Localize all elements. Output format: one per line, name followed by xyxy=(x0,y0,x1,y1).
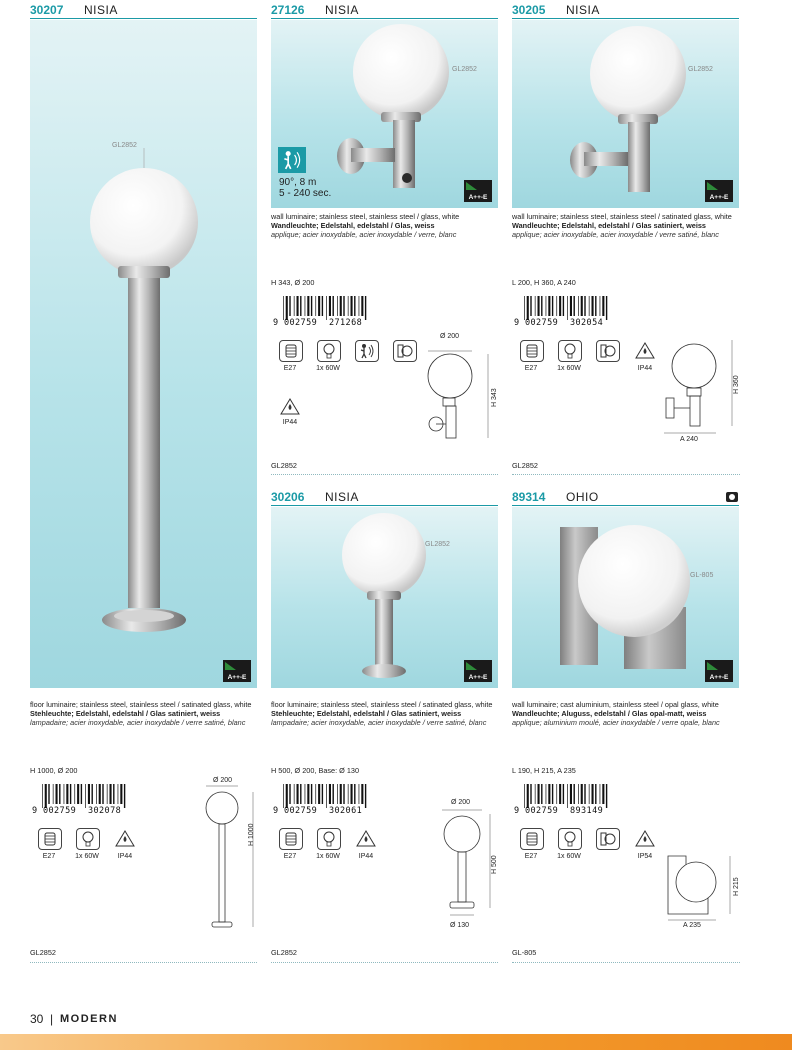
barcode-right-digits: 302061 xyxy=(329,806,363,816)
product-photo-89314 xyxy=(512,507,739,688)
icon-label: E27 xyxy=(524,365,538,372)
product-name: NISIA xyxy=(325,3,359,17)
glass-callout: GL2852 xyxy=(425,541,450,548)
glass-code: GL2852 xyxy=(512,461,538,470)
page-number: 30 xyxy=(30,1012,44,1026)
drawing-width: A 235 xyxy=(683,922,701,929)
barcode-left-digits: 002759 xyxy=(284,806,318,816)
energy-label xyxy=(705,660,733,682)
bulb-icon xyxy=(317,340,341,362)
description-de: Wandleuchte; Edelstahl, edelstahl / Glas, weiss xyxy=(271,221,435,230)
product-description xyxy=(30,700,255,727)
barcode-bars xyxy=(42,784,125,808)
barcode-bars xyxy=(524,296,607,320)
header-rule xyxy=(30,18,257,19)
icon-label: 1x 60W xyxy=(557,853,581,860)
description-de: Stehleuchte; Edelstahl, edelstahl / Glas satiniert, weiss xyxy=(271,709,462,718)
product-name: NISIA xyxy=(325,490,359,504)
glass-callout: GL2852 xyxy=(688,66,713,73)
description-fr: lampadaire; acier inoxydable, acier inoxydable / verre satiné, blanc xyxy=(271,718,487,727)
wall-mount-icon xyxy=(393,340,417,362)
drawing-width: A 240 xyxy=(680,436,698,443)
barcode-lead-digit: 9 xyxy=(273,318,279,328)
product-description xyxy=(512,212,740,239)
footer-separator: | xyxy=(50,1012,54,1026)
energy-class: A++-E xyxy=(468,194,488,201)
ip-rating: IP44 xyxy=(282,419,298,426)
product-photo-30206 xyxy=(271,507,498,688)
barcode-left-digits: 002759 xyxy=(525,318,559,328)
dimmable-icon xyxy=(726,492,738,502)
dimensions: H 500, Ø 200, Base: Ø 130 xyxy=(271,766,360,775)
technical-drawing xyxy=(195,774,265,944)
bulb-icon xyxy=(317,828,341,850)
technical-drawing xyxy=(420,340,500,450)
product-description xyxy=(271,212,496,239)
barcode-lead-digit: 9 xyxy=(514,806,520,816)
ip-drop-icon xyxy=(114,828,136,848)
barcode-left-digits: 002759 xyxy=(284,318,318,328)
energy-label xyxy=(223,660,251,682)
article-number: 89314 xyxy=(512,490,546,504)
icon-label: 1x 60W xyxy=(557,365,581,372)
section-title: MODERN xyxy=(60,1013,118,1025)
description-de: Stehleuchte; Edelstahl, edelstahl / Glas satiniert, weiss xyxy=(30,709,221,718)
wall-mount-icon xyxy=(596,828,620,850)
product-photo-30205 xyxy=(512,20,739,208)
drawing-height: H 500 xyxy=(491,855,498,874)
dimensions: H 343, Ø 200 xyxy=(271,278,315,287)
footer-bar xyxy=(0,1034,792,1050)
dimensions: L 200, H 360, A 240 xyxy=(512,278,576,287)
product-description xyxy=(512,700,740,727)
sensor-angle-range: 90°, 8 m xyxy=(279,177,317,188)
barcode-left-digits: 002759 xyxy=(43,806,77,816)
article-number: 30206 xyxy=(271,490,305,504)
bulb-icon xyxy=(558,340,582,362)
ip-drop-icon xyxy=(355,828,377,848)
energy-label xyxy=(464,180,492,202)
dimensions: L 190, H 215, A 235 xyxy=(512,766,576,775)
icon-label: IP44 xyxy=(637,365,653,372)
drawing-diameter: Ø 200 xyxy=(213,777,233,784)
icon-label: 1x 60W xyxy=(75,853,99,860)
glass-callout: GL-805 xyxy=(690,572,714,579)
e27-socket-icon xyxy=(520,340,544,362)
e27-socket-icon xyxy=(38,828,62,850)
product-name: NISIA xyxy=(566,3,600,17)
product-photo-30207 xyxy=(30,20,257,688)
barcode-lead-digit: 9 xyxy=(514,318,520,328)
dimensions: H 1000, Ø 200 xyxy=(30,766,78,775)
barcode-bars xyxy=(283,784,366,808)
icon-label: E27 xyxy=(524,853,538,860)
icon-label: 1x 60W xyxy=(316,853,340,860)
barcode-left-digits: 002759 xyxy=(525,806,559,816)
barcode-right-digits: 893149 xyxy=(570,806,604,816)
drawing-diameter: Ø 200 xyxy=(440,333,460,340)
drawing-base-diameter: Ø 130 xyxy=(450,922,470,929)
section-divider xyxy=(271,474,498,475)
icon-label: E27 xyxy=(42,853,56,860)
header-rule xyxy=(271,18,498,19)
ip-drop-icon xyxy=(634,828,656,848)
description-en: wall luminaire; stainless steel, stainless steel / glass, white xyxy=(271,212,460,221)
e27-socket-icon xyxy=(279,828,303,850)
description-de: Wandleuchte; Edelstahl, edelstahl / Glas satiniert, weiss xyxy=(512,221,706,230)
motion-sensor-icon xyxy=(278,147,306,173)
motion-sensor-icon xyxy=(355,340,379,362)
sensor-time-range: 5 - 240 sec. xyxy=(279,188,332,199)
section-divider xyxy=(512,962,740,963)
energy-class: A++-E xyxy=(709,674,729,681)
energy-label xyxy=(464,660,492,682)
section-divider xyxy=(30,962,257,963)
barcode-lead-digit: 9 xyxy=(273,806,279,816)
description-en: floor luminaire; stainless steel, stainless steel / satinated glass, white xyxy=(271,700,493,709)
barcode xyxy=(40,784,128,808)
header-rule xyxy=(271,505,498,506)
section-divider xyxy=(271,962,498,963)
description-fr: lampadaire; acier inoxydable, acier inoxydable / verre satiné, blanc xyxy=(30,718,246,727)
description-fr: applique; aluminium moulé, acier inoxydable / verre opale, blanc xyxy=(512,718,720,727)
barcode-lead-digit: 9 xyxy=(32,806,38,816)
drawing-diameter: Ø 200 xyxy=(451,799,471,806)
floor-lamp-illustration xyxy=(30,20,257,688)
ip-drop-icon xyxy=(634,340,656,360)
icon-label: IP44 xyxy=(358,853,374,860)
drawing-height: H 1000 xyxy=(248,823,255,846)
technical-drawing xyxy=(660,336,740,440)
drawing-height: H 215 xyxy=(733,877,740,896)
product-description xyxy=(271,700,496,727)
product-photo-27126 xyxy=(271,20,498,208)
article-number: 27126 xyxy=(271,3,305,17)
ip-drop-icon xyxy=(279,396,301,416)
article-number: 30207 xyxy=(30,3,64,17)
barcode-bars xyxy=(524,784,607,808)
icon-label: IP54 xyxy=(637,853,653,860)
description-fr: applique; acier inoxydable, acier inoxydable / verre satiné, blanc xyxy=(512,230,719,239)
icon-label: IP44 xyxy=(117,853,133,860)
energy-class: A++-E xyxy=(227,674,247,681)
bulb-icon xyxy=(76,828,100,850)
product-name: OHIO xyxy=(566,490,599,504)
description-en: wall luminaire; cast aluminium, stainless steel / opal glass, white xyxy=(512,700,719,709)
energy-label xyxy=(705,180,733,202)
barcode xyxy=(281,296,369,320)
article-number: 30205 xyxy=(512,3,546,17)
drawing-height: H 343 xyxy=(491,388,498,407)
product-name: NISIA xyxy=(84,3,118,17)
glass-code: GL2852 xyxy=(30,948,56,957)
header-rule xyxy=(512,505,739,506)
barcode-right-digits: 302054 xyxy=(570,318,604,328)
drawing-height: H 360 xyxy=(733,375,740,394)
barcode xyxy=(522,296,610,320)
glass-callout: GL2852 xyxy=(112,142,137,149)
bulb-icon xyxy=(558,828,582,850)
barcode xyxy=(522,784,610,808)
e27-socket-icon xyxy=(279,340,303,362)
barcode-right-digits: 302078 xyxy=(88,806,122,816)
description-en: floor luminaire; stainless steel, stainless steel / satinated glass, white xyxy=(30,700,252,709)
section-divider xyxy=(512,474,740,475)
energy-class: A++-E xyxy=(709,194,729,201)
glass-code: GL-805 xyxy=(512,948,537,957)
e27-socket-icon xyxy=(520,828,544,850)
barcode-right-digits: 271268 xyxy=(329,318,363,328)
wall-mount-icon xyxy=(596,340,620,362)
technical-drawing xyxy=(660,850,740,930)
icon-label: E27 xyxy=(283,853,297,860)
icon-label: 1x 60W xyxy=(316,365,340,372)
glass-callout: GL2852 xyxy=(452,66,477,73)
motion-sensor-badge xyxy=(278,147,306,173)
icon-label: E27 xyxy=(283,365,297,372)
glass-code: GL2852 xyxy=(271,948,297,957)
glass-code: GL2852 xyxy=(271,461,297,470)
barcode xyxy=(281,784,369,808)
description-en: wall luminaire; stainless steel, stainless steel / satinated glass, white xyxy=(512,212,732,221)
energy-class: A++-E xyxy=(468,674,488,681)
description-de: Wandleuchte; Aluguss, edelstahl / Glas opal-matt, weiss xyxy=(512,709,707,718)
header-rule xyxy=(512,18,739,19)
barcode-bars xyxy=(283,296,366,320)
description-fr: applique; acier inoxydable, acier inoxydable / verre, blanc xyxy=(271,230,457,239)
technical-drawing xyxy=(430,800,500,930)
